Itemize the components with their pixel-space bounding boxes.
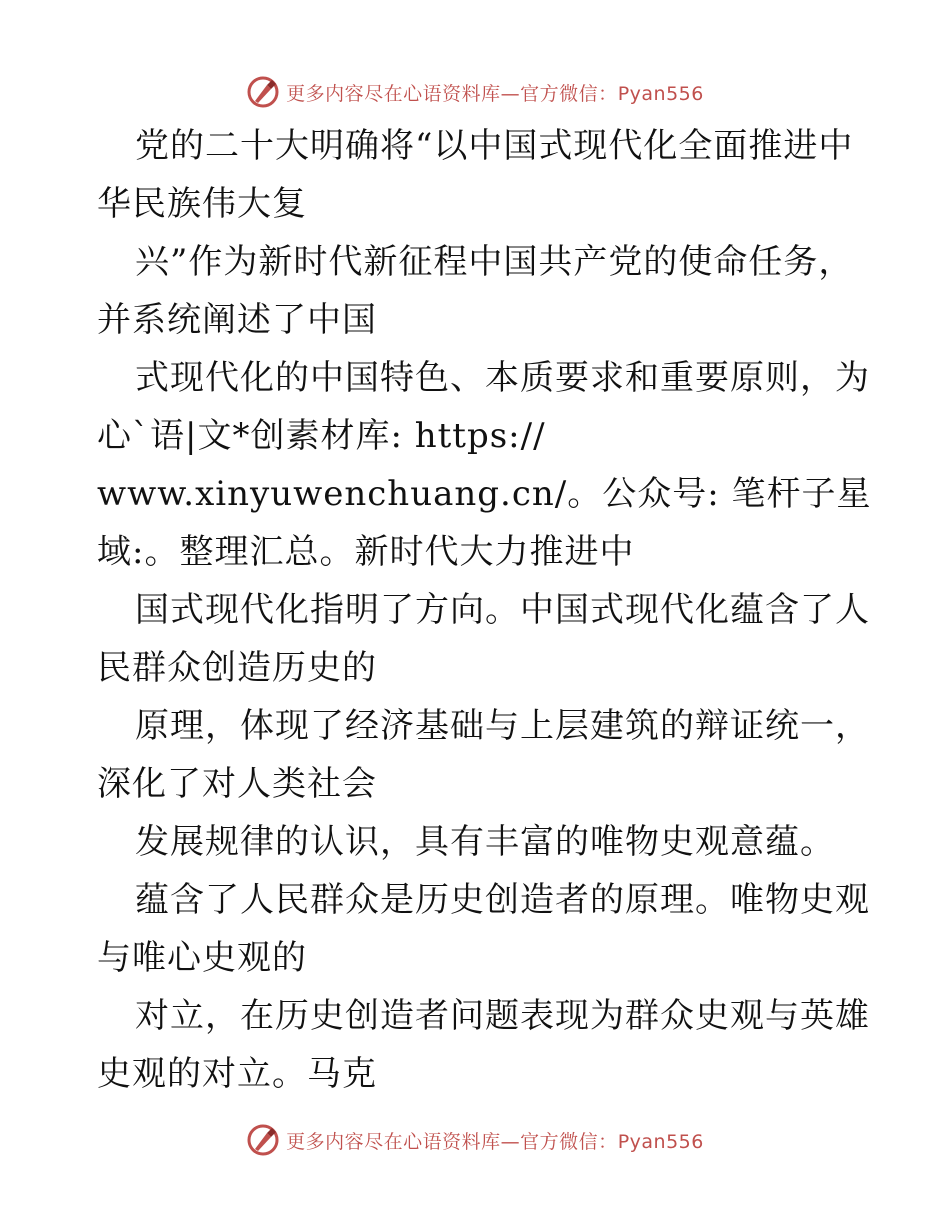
- pen-nib-logo-icon: [246, 75, 280, 109]
- body-line-15: 与唯心史观的: [97, 938, 307, 978]
- body-line-3: 兴”作为新时代新征程中国共产党的使命任务，: [135, 242, 854, 282]
- banner-contact-label: 官方微信：: [520, 82, 618, 105]
- banner-contact-label: 官方微信：: [520, 1130, 618, 1153]
- banner-main-text: 更多内容尽在心语资料库: [286, 82, 501, 105]
- banner-contact-id: Pyan556: [617, 82, 704, 105]
- body-line-7: www.xinyuwenchuang.cn/。公众号: 笔杆子星: [97, 474, 872, 514]
- body-line-8: 域:。整理汇总。新时代大力推进中: [97, 532, 635, 572]
- banner-separator: —: [500, 82, 521, 105]
- body-line-16: 对立，在历史创造者问题表现为群众史观与英雄: [135, 996, 870, 1036]
- body-line-9: 国式现代化指明了方向。中国式现代化蕴含了人: [135, 590, 870, 630]
- body-line-1: 党的二十大明确将“以中国式现代化全面推进中: [135, 126, 854, 166]
- banner-contact-id: Pyan556: [617, 1130, 704, 1153]
- body-line-6: 心`语|文*创素材库: https://: [97, 416, 546, 456]
- banner-text: [286, 79, 704, 106]
- body-line-11: 原理，体现了经济基础与上层建筑的辩证统一，: [135, 706, 870, 746]
- body-line-17: 史观的对立。马克: [97, 1054, 377, 1094]
- body-line-4: 并系统阐述了中国: [97, 300, 377, 340]
- body-line-14: 蕴含了人民群众是历史创造者的原理。唯物史观: [135, 880, 870, 920]
- header-watermark-banner: [0, 72, 950, 112]
- body-line-10: 民群众创造历史的: [97, 648, 377, 688]
- body-line-12: 深化了对人类社会: [97, 764, 377, 804]
- pen-nib-logo-icon: [246, 1123, 280, 1157]
- body-line-2: 华民族伟大复: [97, 184, 307, 224]
- footer-watermark-banner: [0, 1120, 950, 1160]
- banner-main-text: 更多内容尽在心语资料库: [286, 1130, 501, 1153]
- body-line-5: 式现代化的中国特色、本质要求和重要原则，为: [135, 358, 870, 398]
- banner-separator: —: [500, 1130, 521, 1153]
- body-line-13: 发展规律的认识，具有丰富的唯物史观意蕴。: [135, 822, 835, 862]
- banner-text: [286, 1127, 704, 1154]
